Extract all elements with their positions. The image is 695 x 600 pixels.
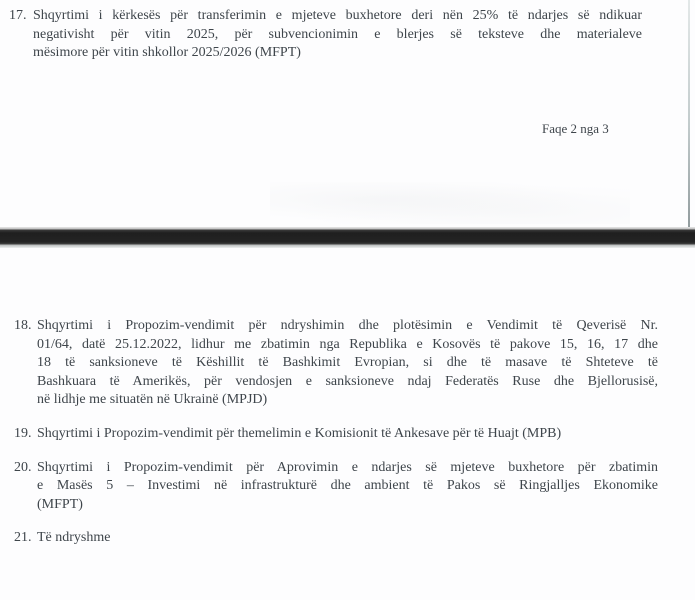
agenda-item-number: 20. <box>14 459 32 475</box>
scan-noise-artifact <box>270 182 630 224</box>
agenda-item-text <box>37 459 658 515</box>
agenda-item-21 <box>14 529 658 548</box>
agenda-item-text <box>37 317 658 410</box>
agenda-item-text <box>33 7 642 63</box>
agenda-item-number: 21. <box>14 530 32 546</box>
document-page-2 <box>0 0 695 227</box>
agenda-list-page-3 <box>14 317 658 548</box>
agenda-item-line: (MFPT) <box>37 496 83 512</box>
agenda-item-number: 18. <box>14 318 32 333</box>
agenda-item-line: e Masës 5 – Investimi në infrastrukturë dhe ambient të Pakos së Ringjalljes Ekonomike <box>37 478 658 494</box>
agenda-list-page-2 <box>9 7 642 63</box>
agenda-item-number: 17. <box>9 8 27 23</box>
agenda-item-line: Të ndryshme <box>37 530 111 546</box>
page-number-footer: Faqe 2 nga 3 <box>542 121 609 136</box>
agenda-item-line: Shqyrtimi i Propozim-vendimit për themelimin e Komisionit të Ankesave për të Huajt (MPB) <box>37 425 562 441</box>
page-separator-bar <box>0 227 695 248</box>
agenda-item-line: 01/64, datë 25.12.2022, lidhur me zbatimin nga Republika e Kosovës të pakove 15, 16, 17 dhe <box>37 336 658 352</box>
agenda-item-18 <box>14 317 658 410</box>
page-edge-line <box>688 0 690 227</box>
agenda-item-line: Bashkuara të Amerikës, për vendosjen e sanksioneve ndaj Federatës Ruse dhe Bjellorusisë, <box>37 373 658 389</box>
agenda-item-line: negativisht për vitin 2025, për subvencionimin e blerjes së teksteve dhe materialeve <box>33 26 642 42</box>
agenda-item-text <box>37 529 658 548</box>
agenda-item-line: Shqyrtimi i Propozim-vendimit për ndryshimin dhe plotësimin e Vendimit të Qeverisë Nr. <box>37 318 658 333</box>
agenda-item-line: 18 të sanksioneve të Këshillit të Bashkimit Evropian, si dhe të masave të Shteteve të <box>37 355 658 371</box>
document-page-3 <box>0 248 695 600</box>
agenda-item-line: Shqyrtimi i Propozim-vendimit për Aprovimin e ndarjes së mjeteve buxhetore për zbatimin <box>37 459 658 475</box>
agenda-item-19 <box>14 425 658 444</box>
agenda-item-20 <box>14 459 658 515</box>
agenda-item-line: mësimore për vitin shkollor 2025/2026 (MFPT) <box>33 45 301 61</box>
agenda-item-17 <box>9 7 642 63</box>
agenda-item-line: në lidhje me situatën në Ukrainë (MPJD) <box>37 392 268 408</box>
agenda-item-line: Shqyrtimi i kërkesës për transferimin e mjeteve buxhetore deri nën 25% të ndarjes së ndikuar <box>33 8 642 23</box>
agenda-item-number: 19. <box>14 425 32 441</box>
agenda-item-text <box>37 425 658 444</box>
